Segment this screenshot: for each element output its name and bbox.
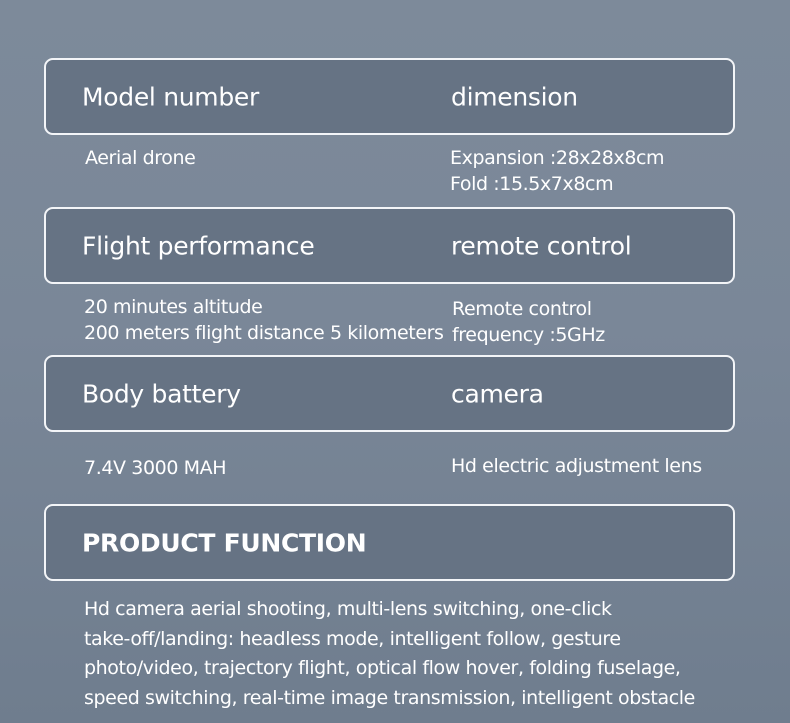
product-function-box [44,504,735,581]
flight-remote-header-box [44,207,735,284]
model-number-heading: Model number [82,82,259,111]
remote-control-value: Remote control frequency :5GHz [452,298,605,346]
remote-control-heading: remote control [451,231,632,260]
model-number-value: Aerial drone [85,147,196,169]
camera-heading: camera [451,379,544,408]
product-function-line: Hd camera aerial shooting, multi-lens switching, one-click [84,598,612,620]
product-function-line: photo/video, trajectory flight, optical flow hover, folding fuselage, [84,657,681,679]
flight-performance-heading: Flight performance [82,231,315,260]
dimension-heading: dimension [451,82,578,111]
product-function-line: speed switching, real-time image transmission, intelligent obstacle [84,686,695,709]
flight-performance-value: 20 minutes altitude 200 meters flight distance 5 kilometers [84,296,444,344]
product-function-heading: PRODUCT FUNCTION [82,528,367,557]
product-function-text [84,595,695,713]
dimension-value: Expansion :28x28x8cm Fold :15.5x7x8cm [450,147,665,195]
body-battery-heading: Body battery [82,379,241,408]
model-dimension-header-box [44,58,735,135]
battery-camera-header-box [44,355,735,432]
camera-value: Hd electric adjustment lens [451,455,702,477]
body-battery-value: 7.4V 3000 MAH [84,457,227,479]
product-function-line: take-off/landing: headless mode, intelligent follow, gesture [84,627,621,650]
